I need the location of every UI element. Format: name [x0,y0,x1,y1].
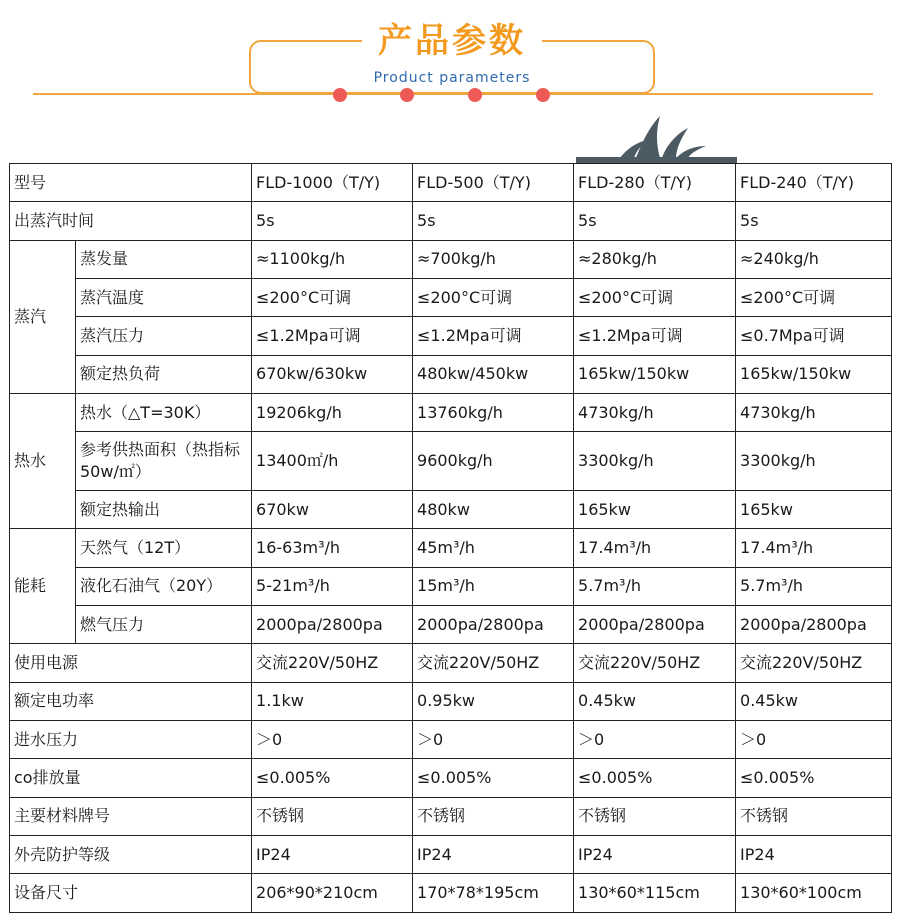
table-cell: 16-63m³/h [252,529,413,567]
row-label: 设备尺寸 [10,874,252,913]
table-cell: 206*90*210cm [252,874,413,913]
table-row [10,567,892,605]
table-cell: 165kw/150kw [736,355,892,393]
table-row [10,874,892,913]
table-cell: 670kw/630kw [252,355,413,393]
table-cell: 5s [252,202,413,240]
table-row [10,644,892,682]
table-cell: ≈280kg/h [574,240,736,278]
model-header: FLD-240（T/Y) [736,164,892,202]
row-label: 液化石油气（20Y） [76,567,252,605]
table-cell: IP24 [574,836,736,874]
table-cell: ≤1.2Mpa可调 [574,317,736,355]
table-cell: 4730kg/h [736,394,892,432]
table-cell: 17.4m³/h [574,529,736,567]
table-cell: 165kw [574,490,736,528]
table-cell: 不锈钢 [413,797,574,835]
table-cell: ≤200°C可调 [413,279,574,317]
row-label: 使用电源 [10,644,252,682]
table-cell: 1.1kw [252,682,413,720]
table-row [10,490,892,528]
table-cell: ≤0.005% [252,759,413,797]
table-cell: 不锈钢 [736,797,892,835]
table-cell: 13760kg/h [413,394,574,432]
table-cell: 交流220V/50HZ [574,644,736,682]
table-row [10,605,892,643]
row-label: 热水（△T=30K） [76,394,252,432]
row-label: 型号 [10,164,252,202]
table-cell: ≤1.2Mpa可调 [252,317,413,355]
table-cell: 5-21m³/h [252,567,413,605]
table-cell: ≤0.005% [574,759,736,797]
row-label: 参考供热面积（热指标50w/㎡） [76,432,252,491]
table-cell: 670kw [252,490,413,528]
table-cell: 5s [574,202,736,240]
table-cell: 交流220V/50HZ [413,644,574,682]
table-row [10,355,892,393]
table-cell: ≈240kg/h [736,240,892,278]
table-cell: 5s [413,202,574,240]
table-cell: ＞0 [252,721,413,759]
table-cell: 2000pa/2800pa [736,605,892,643]
table-cell: 3300kg/h [574,432,736,491]
table-cell: 17.4m³/h [736,529,892,567]
decor-dot [468,88,482,102]
table-cell: ≤0.005% [736,759,892,797]
model-header: FLD-1000（T/Y) [252,164,413,202]
table-row [10,682,892,720]
table-cell: 130*60*100cm [736,874,892,913]
table-cell: 交流220V/50HZ [736,644,892,682]
table-cell: 不锈钢 [252,797,413,835]
table-row [10,394,892,432]
grass-leaves-icon [576,112,737,164]
row-label: co排放量 [10,759,252,797]
table-cell: ＞0 [736,721,892,759]
table-cell: ≤1.2Mpa可调 [413,317,574,355]
row-label: 蒸汽温度 [76,279,252,317]
row-label: 进水压力 [10,721,252,759]
table-cell: 170*78*195cm [413,874,574,913]
table-cell: 0.95kw [413,682,574,720]
table-cell: 19206kg/h [252,394,413,432]
row-label: 主要材料牌号 [10,797,252,835]
table-cell: 480kw/450kw [413,355,574,393]
table-cell: ≤200°C可调 [252,279,413,317]
table-cell: 2000pa/2800pa [252,605,413,643]
table-row [10,164,892,202]
table-cell: 5.7m³/h [736,567,892,605]
table-row [10,317,892,355]
decor-dot [333,88,347,102]
table-row [10,836,892,874]
table-row [10,529,892,567]
group-label: 热水 [10,394,76,529]
group-label: 能耗 [10,529,76,644]
table-cell: 3300kg/h [736,432,892,491]
table-cell: 0.45kw [736,682,892,720]
table-cell: ≤200°C可调 [736,279,892,317]
table-cell: 15m³/h [413,567,574,605]
row-label: 额定热输出 [76,490,252,528]
table-cell: IP24 [252,836,413,874]
table-row [10,240,892,278]
row-label: 天然气（12T） [76,529,252,567]
decor-dot [536,88,550,102]
table-cell: ≈700kg/h [413,240,574,278]
section-header [0,0,900,130]
decor-dot [400,88,414,102]
table-cell: 5s [736,202,892,240]
table-cell: ＞0 [574,721,736,759]
table-cell: 13400㎡/h [252,432,413,491]
table-cell: 不锈钢 [574,797,736,835]
table-cell: IP24 [413,836,574,874]
table-cell: ≤200°C可调 [574,279,736,317]
table-cell: 480kw [413,490,574,528]
model-header: FLD-280（T/Y) [574,164,736,202]
row-label: 燃气压力 [76,605,252,643]
table-cell: 5.7m³/h [574,567,736,605]
table-cell: 0.45kw [574,682,736,720]
table-cell: 交流220V/50HZ [252,644,413,682]
row-label: 蒸发量 [76,240,252,278]
page-title: 产品参数 [378,21,526,61]
table-cell: ≤0.7Mpa可调 [736,317,892,355]
model-header: FLD-500（T/Y) [413,164,574,202]
group-label: 蒸汽 [10,240,76,393]
table-cell: IP24 [736,836,892,874]
table-row [10,202,892,240]
table-cell: 4730kg/h [574,394,736,432]
spec-table [9,163,892,913]
row-label: 出蒸汽时间 [10,202,252,240]
table-row [10,721,892,759]
table-cell: ≈1100kg/h [252,240,413,278]
table-cell: ≤0.005% [413,759,574,797]
table-cell: 130*60*115cm [574,874,736,913]
page-subtitle: Product parameters [373,70,531,86]
row-label: 额定电功率 [10,682,252,720]
table-row [10,279,892,317]
table-cell: 45m³/h [413,529,574,567]
row-label: 额定热负荷 [76,355,252,393]
table-cell: 2000pa/2800pa [413,605,574,643]
table-cell: 2000pa/2800pa [574,605,736,643]
table-cell: ＞0 [413,721,574,759]
table-row [10,759,892,797]
table-cell: 165kw [736,490,892,528]
table-row [10,797,892,835]
table-cell: 165kw/150kw [574,355,736,393]
table-cell: 9600kg/h [413,432,574,491]
row-label: 外壳防护等级 [10,836,252,874]
table-row [10,432,892,491]
row-label: 蒸汽压力 [76,317,252,355]
